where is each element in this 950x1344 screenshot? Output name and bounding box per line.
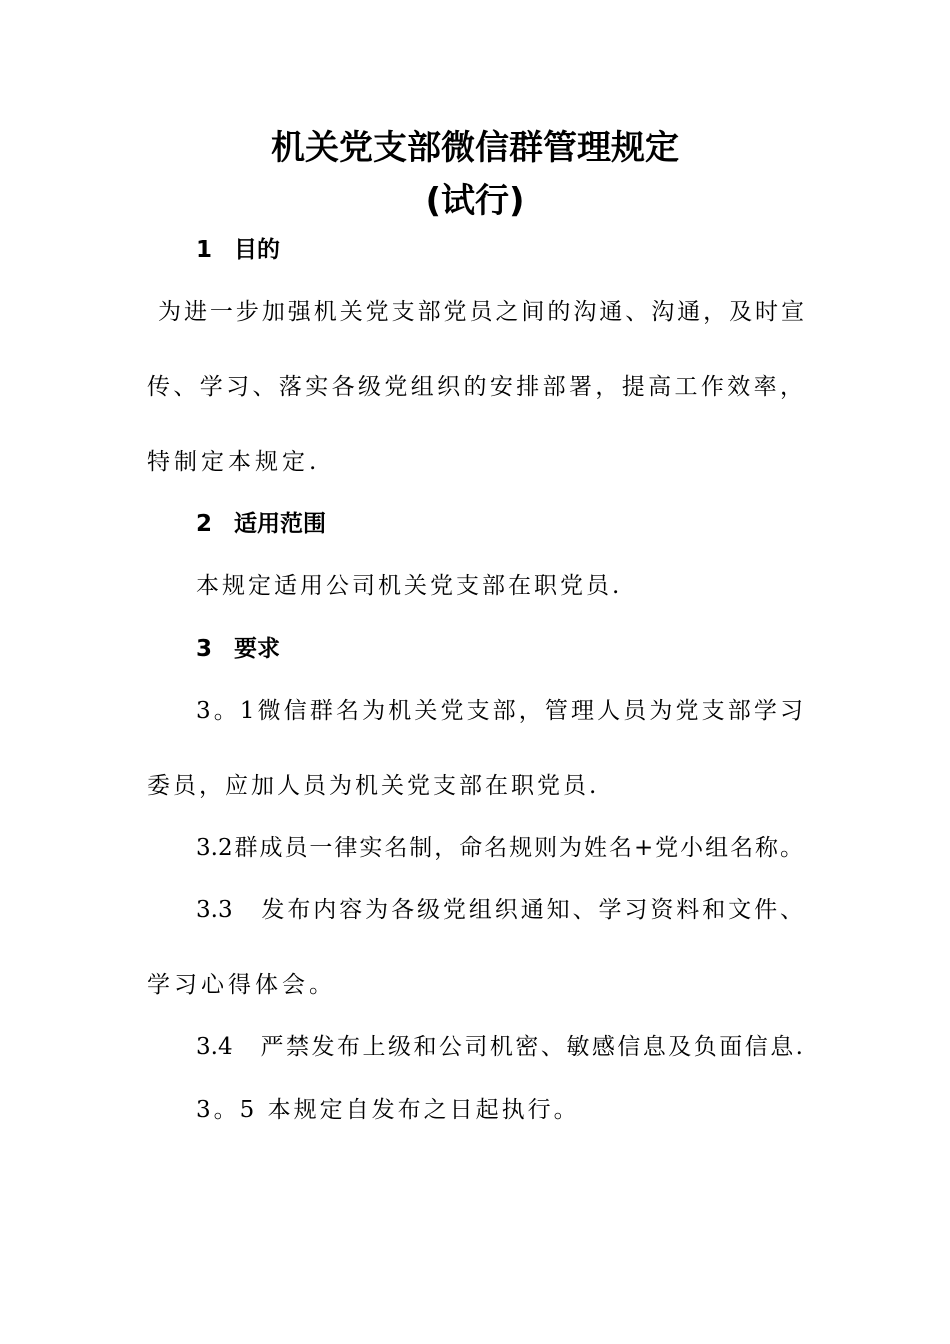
document-title: 机关党支部微信群管理规定 <box>271 128 679 168</box>
section-title: 适用范围 <box>234 511 326 537</box>
paragraph-line: 3.3 发布内容为各级党组织通知、学习资料和文件、 <box>196 897 803 923</box>
paragraph-line: 为进一步加强机关党支部党员之间的沟通、沟通，及时宣 <box>158 299 804 325</box>
section-1-heading <box>196 235 280 265</box>
paragraph-line: 委员，应加人员为机关党支部在职党员. <box>147 773 600 799</box>
paragraph-line: 本规定适用公司机关党支部在职党员. <box>196 573 623 599</box>
paragraph-line: 3.4 严禁发布上级和公司机密、敏感信息及负面信息. <box>196 1034 803 1060</box>
section-2-heading <box>196 509 326 539</box>
paragraph-line: 学习心得体会。 <box>147 972 336 998</box>
section-number: 1 <box>196 237 213 263</box>
section-title: 要求 <box>234 636 280 662</box>
section-number: 2 <box>196 511 213 537</box>
section-3-heading <box>196 634 280 664</box>
paragraph-line: 3。1微信群名为机关党支部，管理人员为党支部学习 <box>196 698 803 724</box>
paragraph-line: 特制定本规定. <box>147 449 321 475</box>
paragraph-line: 3.2群成员一律实名制，命名规则为姓名+党小组名称。 <box>196 835 803 861</box>
paragraph-line: 传、学习、落实各级党组织的安排部署，提高工作效率， <box>147 374 803 400</box>
section-number: 3 <box>196 636 213 662</box>
paragraph-line: 3。5 本规定自发布之日起执行。 <box>196 1097 580 1123</box>
document-subtitle: (试行) <box>425 181 525 221</box>
section-title: 目的 <box>234 237 280 263</box>
